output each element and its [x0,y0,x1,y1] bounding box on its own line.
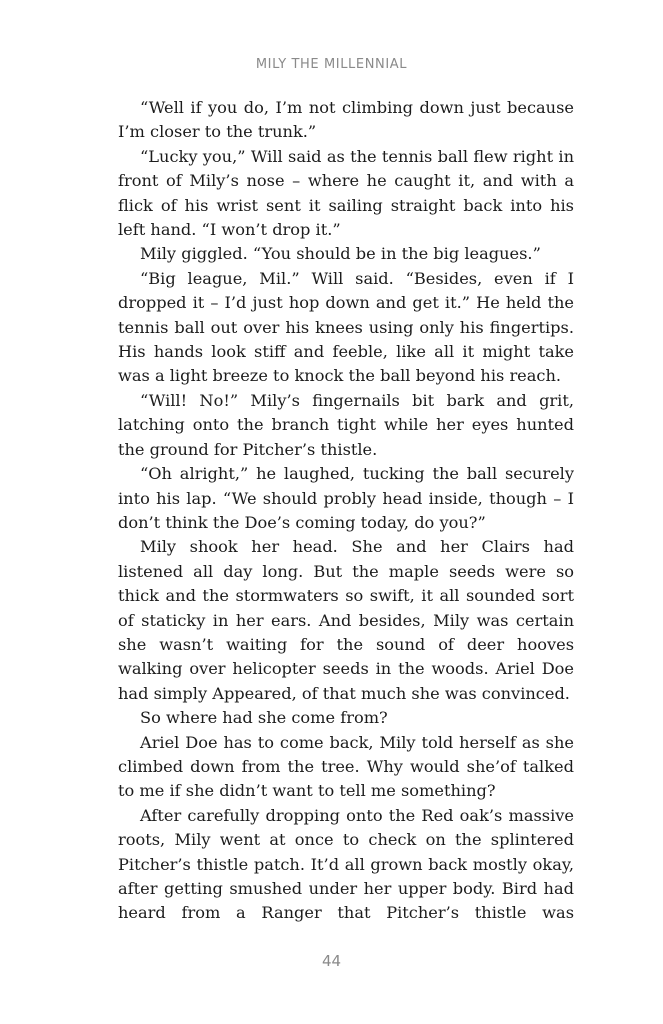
paragraph: “Will! No!” Mily’s fingernails bit bark and grit, latching onto the branch tight while her eyes hunted the ground for Pitcher’s thistle. [118,390,574,459]
paragraph: “Big league, Mil.” Will said. “Besides, even if I dropped it – I’d just hop down and get it.” He held the tennis ball out over his knees using only his fingertips. His hands look stiff and feeble, like all it might take was a light breeze to knock the ball beyond his reach. [118,268,574,386]
paragraph: So where had she come from? [140,708,388,728]
paragraph: Mily shook her head. She and her Clairs had listened all day long. But the maple seeds were so thick and the stormwaters so swift, it all sounded sort of staticky in her ears. And besides, Mily was certain she wasn’t waiting for the sound of deer hooves walking over helicopter seeds in the woods. Ariel Doe had simply Appeared, of that much she was convinced. [118,537,574,703]
page-number: 44 [321,952,342,970]
paragraph: “Lucky you,” Will said as the tennis ball flew right in front of Mily’s nose – where he caught it, and with a flick of his wrist sent it sailing straight back into his left hand. “I won’t drop it.” [118,146,574,240]
paragraph: Mily giggled. “You should be in the big leagues.” [140,244,541,264]
paragraph: After carefully dropping onto the Red oak’s massive roots, Mily went at once to check on the splintered Pitcher’s thistle patch. It’d all grown back mostly okay, after getting smushed under her upper body. Bird had heard from a Ranger that Pitcher’s thistle was [118,805,574,923]
body-text [118,96,574,926]
running-head: MILY THE MILLENNIAL [255,57,408,72]
paragraph: “Oh alright,” he laughed, tucking the ball securely into his lap. “We should probly head inside, though – I don’t think the Doe’s coming today, do you?” [118,464,574,532]
paragraph: “Well if you do, I’m not climbing down just because I’m closer to the trunk.” [118,98,574,142]
paragraph: Ariel Doe has to come back, Mily told herself as she climbed down from the tree. Why would she’of talked to me if she didn’t want to tell me something? [118,732,574,801]
